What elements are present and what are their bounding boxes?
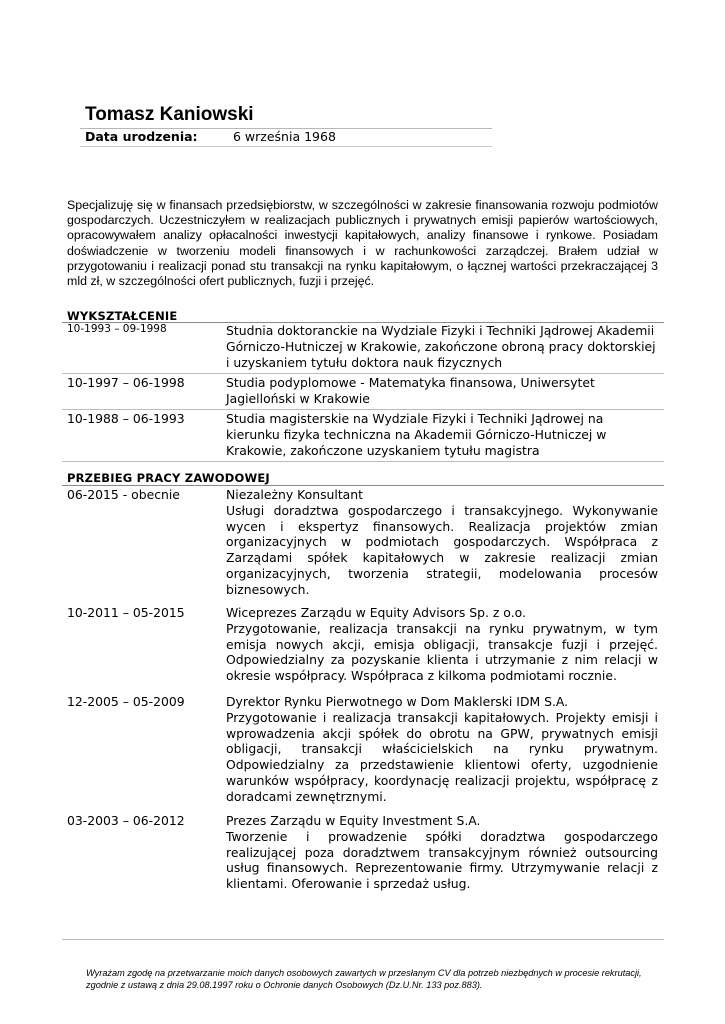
experience-description: Usługi doradztwa gospodarczego i transakcyjnego. Wykonywanie wycen i ekspertyz finansowych. Realizacja projektów zmian organizacyjnych w podmiotach gospodarczych. Współpraca z Zarządami spółek kapitałowych w zakresie realizacji zmian organizacyjnych, tworzenia strategii, modelowania procesów biznesowych. [226, 502, 658, 597]
education-divider [62, 409, 664, 410]
experience-date: 03-2003 – 06-2012 [67, 813, 185, 828]
birth-date-divider [80, 146, 492, 147]
education-divider [62, 461, 664, 462]
experience-role: Wiceprezes Zarządu w Equity Advisors Sp. z o.o. [226, 605, 526, 620]
birth-date-label: Data urodzenia: [85, 129, 198, 144]
education-divider [62, 373, 664, 374]
experience-heading-rule [62, 485, 664, 486]
education-description: Studnia doktoranckie na Wydziale Fizyki i Techniki Jądrowej Akademii Górniczo-Hutniczej w Krakowie, zakończone obroną pracy doktorskiej i uzyskaniem tytułu doktora nauk fizycznych [226, 323, 656, 370]
experience-content [226, 605, 658, 684]
experience-heading: PRZEBIEG PRACY ZAWODOWEJ [67, 471, 270, 485]
experience-date: 06-2015 - obecnie [67, 487, 180, 502]
education-description: Studia podyplomowe - Matematyka finansowa, Uniwersytet Jagielloński w Krakowie [226, 375, 595, 406]
experience-description: Przygotowanie, realizacja transakcji na rynku prywatnym, w tym emisja nowych akcji, emisja obligacji, transakcje fuzji i przejęć. Odpowiedzialny za pozyskanie klienta i utrzymanie z nim relacji w okresie współpracy. Współpraca z kilkoma podmiotami rocznie. [226, 620, 658, 684]
experience-content [226, 487, 658, 598]
experience-role: Niezależny Konsultant [226, 487, 363, 502]
education-description: Studia magisterskie na Wydziale Fizyki i Techniki Jądrowej na kierunku fizyka techniczna na Akademii Górniczo-Hutniczej w Krakowie, zakończone uzyskaniem tytułu magistra [226, 411, 607, 458]
gdpr-consent-clause: Wyrażam zgodę na przetwarzanie moich danych osobowych zawartych w przesłanym CV dla potrzeb niezbędnych w procesie rekrutacji, zgodnie z ustawą z dnia 29.08.1997 roku o Ochronie danych Osobowych (Dz.U.Nr. 133 poz.883). [86, 968, 642, 990]
education-heading: WYKSZTAŁCENIE [67, 309, 178, 323]
education-date: 10-1997 – 06-1998 [67, 375, 185, 390]
experience-role: Dyrektor Rynku Pierwotnego w Dom Maklerski IDM S.A. [226, 694, 569, 709]
profile-summary: Specjalizuję się w finansach przedsiębiorstw, w szczególności w zakresie finansowania rozwoju podmiotów gospodarczych. Uczestniczyłem w realizacjach publicznych i prywatnych emisji papierów wartościowych, opracowywałem analizy opłacalności inwestycji kapitałowych, analizy finansowe i rynkowe. Posiadam doświadczenie w tworzeniu modeli finansowych i w rachunkowości zarządczej. Brałem udział w przygotowaniu i realizacji ponad stu transakcji na rynku kapitałowym, o łącznej wartości przekraczającej 3 mld zł, w szczególności ofert publicznych, fuzji i przejęć. [67, 198, 658, 289]
experience-content [226, 694, 658, 805]
birth-date-value: 6 września 1968 [233, 129, 336, 144]
education-date: 10-1993 – 09-1998 [67, 323, 167, 335]
experience-role: Prezes Zarządu w Equity Investment S.A. [226, 813, 481, 828]
education-date: 10-1988 – 06-1993 [67, 411, 185, 426]
experience-date: 10-2011 – 05-2015 [67, 605, 185, 620]
experience-date: 12-2005 – 05-2009 [67, 694, 185, 709]
experience-content [226, 813, 658, 892]
candidate-name: Tomasz Kaniowski [85, 104, 254, 125]
experience-description: Przygotowanie i realizacja transakcji kapitałowych. Projekty emisji i wprowadzenia akcji spółek do obrotu na GPW, prywatnych emisji obligacji, transakcji właścicielskich na rynku prywatnym. Odpowiedzialny za przedstawienie klientowi oferty, uzgodnienie warunków współpracy, koordynację realizacji projektu, współpracę z doradcami zewnętrznymi. [226, 709, 658, 804]
experience-description: Tworzenie i prowadzenie spółki doradztwa gospodarczego realizującej poza doradztwem transakcyjnym również outsourcing usług finansowych. Reprezentowanie firmy. Utrzymywanie relacji z klientami. Oferowanie i sprzedaż usług. [226, 828, 658, 892]
footer-divider [62, 939, 664, 940]
